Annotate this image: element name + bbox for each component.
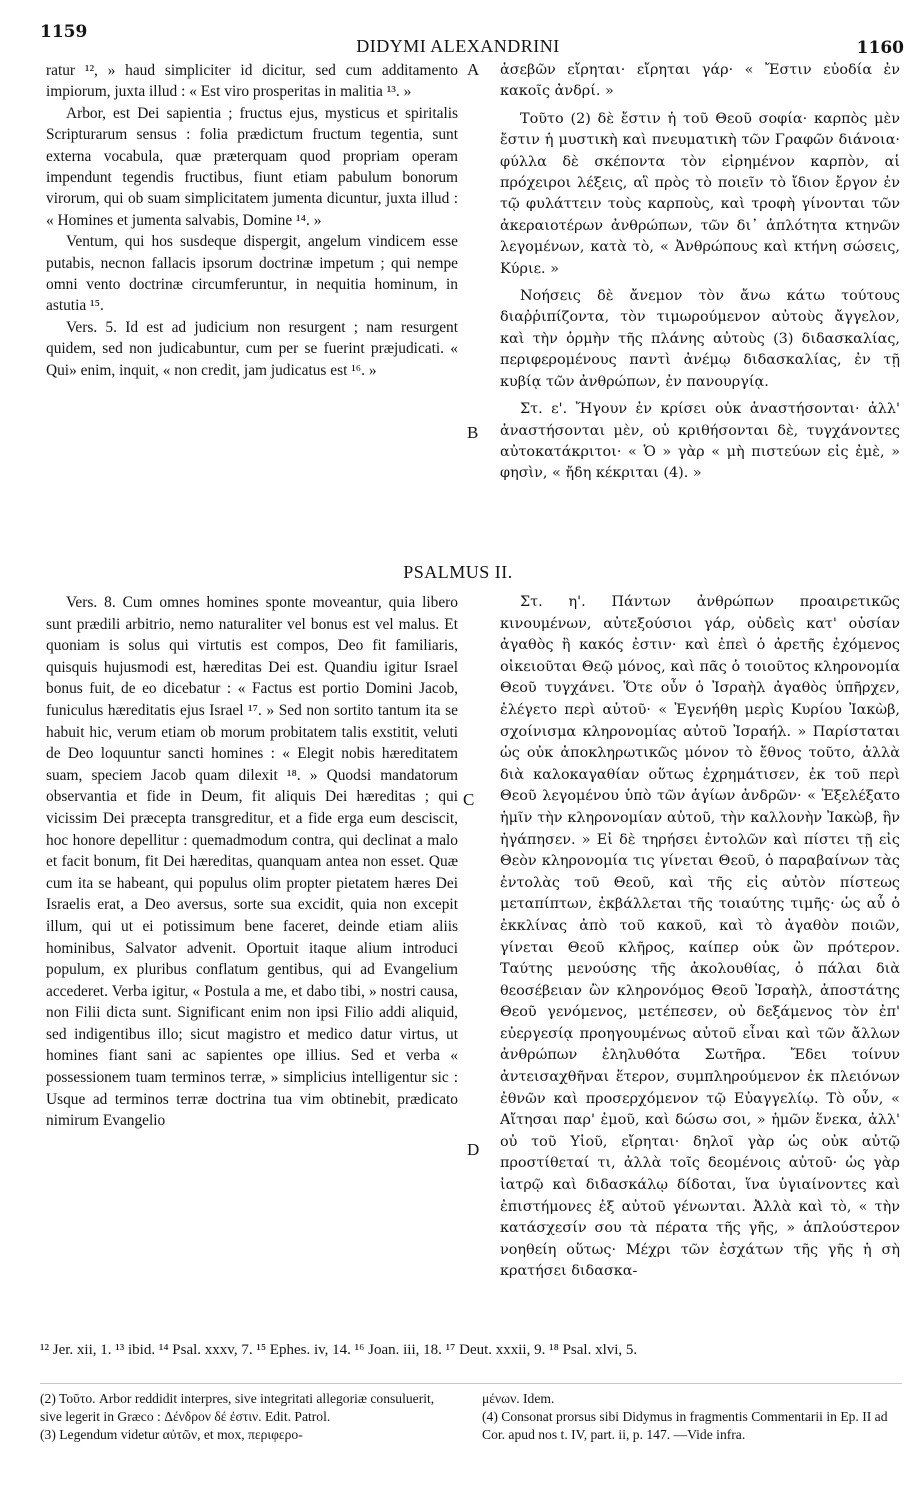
footnote: μένων. Idem.	[482, 1391, 555, 1406]
margin-marker-d: D	[467, 1140, 480, 1159]
latin-paragraph: Vers. 8. Cum omnes homines sponte moveantur, quia libero sunt prædili arbitrio, nemo naturaliter vel bonus est vel malus. Et quoniam is solus qui virtutis est compos, Deo fit familiaris, quisquis hujusmodi est, hæreditas Dei est. Quandiu igitur Israel bonus fuit, de eo dicebatur : « Factus est portio Domini Jacob, funiculus hæreditatis ejus Israel ¹⁷. » Sed non sortito tantum ita se habuit hic, verum etiam ob morum probitatem talis exstitit, veluti de Deo loquuntur sancti homines : « Elegit nobis hæreditatem suam, speciem Jacob quam dilexit ¹⁸. » Quodsi mandatorum observantia et fide in Deum, fit aliquis Dei hæreditas ; qui vicissim Dei præcepta transgreditur, et a fide erga eum desciscit, hoc honore depellitur : quemadmodum contra, qui declinat a malo et facit bonum, fit Dei hæreditas, quanquam antea non esset. Quæ cum ita se habeant, qui populus olim propter pietatem hæres Dei Israelis erat, a Deo aversus, sorte sua excidit, quia non excepit illum, qui ut ei potissimum bene faceret, deinde etiam aliis hominibus, Salvator advenit. Oportuit itaque alium introduci populum, ex pluribus conflatum gentibus, qui ad Evangelium accederet. Verba igitur, « Postula a me, et dabo tibi, » nostri causa, non Filii dicta sunt. Significant enim non ipsi Filio addi aliquid, sed indigentibus illo; sicut magistro et medico datur virtus, ut homines fiant sani ac sapientes ope illius. Sed et verba « possessionem tuam terminos terræ, » simplicius intelligentur sic : Usque ad terminos terræ doctrina tua vim obtinebit, prædicato nimirum Evangelio	[46, 594, 458, 1130]
greek-paragraph: ἀσεβῶν εἴρηται· εἴρηται γάρ· « Ἔστιν εὐοδία ἐν κακοῖς ἀνδρί. »	[500, 62, 900, 100]
footnote: (2) Τοῦτο. Arbor reddidit interpres, sive integritati allegoriæ consuluerit, sive legerit in Græco : Δένδρον δέ ἐστιν. Edit. Patrol.	[40, 1391, 435, 1424]
left-page-number: 1159	[40, 22, 88, 42]
footnote: (4) Consonat prorsus sibi Didymus in fragmentis Commentarii in Ep. II ad Cor. apud nos t. IV, part. ii, p. 147. —Vide infra.	[482, 1409, 888, 1442]
latin-column-top	[46, 60, 458, 381]
footnotes-right	[482, 1390, 902, 1444]
margin-marker-c: C	[463, 790, 475, 809]
greek-column-main	[500, 592, 900, 1283]
margin-marker-a: A	[467, 60, 480, 79]
right-page-number: 1160	[856, 38, 904, 58]
greek-paragraph: Νοήσεις δὲ ἄνεμον τὸν ἄνω κάτω τούτους διαῤῥιπίζοντα, τὸν τιμωρούμενον αὐτοὺς ἄγγελον, καὶ τὴν ὁρμὴν τῆς πλάνης αὐτοὺς (3) διδασκαλίας, περιφερομένους παντὶ ἀνέμῳ διδασκαλίας, ἐν τῇ κυβίᾳ τῶν ἀνθρώπων, ἐν πανουργίᾳ.	[500, 288, 900, 390]
footnotes-left	[40, 1390, 458, 1444]
psalm-heading: PSALMUS II.	[403, 562, 513, 582]
greek-paragraph: Τοῦτο (2) δὲ ἔστιν ἡ τοῦ Θεοῦ σοφία· καρπὸς μὲν ἔστιν ἡ μυστικὴ καὶ πνευματικὴ τῶν Γραφῶν διάνοια· φύλλα δὲ σκέποντα τὸν εἰρημένον καρπὸν, αἱ πρόχειροι λέξεις, αἳ πρὸς τὸ ποιεῖν τὸ ἴδιον ἔργον ἐν τῷ φυλάττειν τοὺς καρποὺς, καὶ τροφὴ γίνονται τῶν ἀκεραιοτέρων ἀνθρώπων, τῶν δι᾿ ἁπλότητα κτηνῶν λεγομένων, κατὰ τὸ, « Ἀνθρώπους καὶ κτήνη σώσεις, Κύριε. »	[500, 110, 900, 277]
footnote-divider	[40, 1383, 902, 1384]
greek-column-top	[500, 60, 900, 485]
latin-paragraph: Arbor, est Dei sapientia ; fructus ejus, mysticus et spiritalis Scripturarum sensus : folia prædictum fructum tegentia, sunt externa vocabula, quæ præterquam quod propriam operam impendunt tegendis fructibus, fiunt etiam pabulum bonorum virorum, qui ob suam simplicitatem jumenta dicuntur, juxta illud : « Homines et jumenta salvabis, Domine ¹⁴. »	[46, 104, 458, 229]
running-title: DIDYMI ALEXANDRINI	[356, 36, 560, 56]
margin-marker-b: B	[467, 423, 479, 442]
greek-paragraph: Στ. ε'. Ἤγουν ἐν κρίσει οὐκ ἀναστήσονται· ἀλλ' ἀναστήσονται μὲν, οὐ κριθήσονται δὲ, τυγχάνοντες αὐτοκατάκριτοι· « Ὁ » γὰρ « μὴ πιστεύων εἰς ἐμὲ, » φησὶν, « ἤδη κέκριται (4). »	[500, 401, 900, 482]
latin-column-main	[46, 592, 458, 1132]
latin-paragraph: ratur ¹², » haud simpliciter id dicitur, sed cum additamento impiorum, juxta illud : « Est viro prosperitas in malitia ¹³. »	[46, 62, 458, 101]
latin-paragraph: Ventum, qui hos susdeque dispergit, angelum vindicem esse putabis, necnon fallacis ipsorum doctrinæ impetum ; qui nempe omni vento doctrinæ circumferuntur, in nequitia hominum, in astutia ¹⁵.	[46, 233, 458, 315]
greek-paragraph: Στ. η'. Πάντων ἀνθρώπων προαιρετικῶς κινουμένων, αὐτεξούσιοι γάρ, οὐδεὶς κατ' οὐσίαν ἀγαθὸς ἢ κακός ἐστιν· καὶ ἐπεὶ ὁ ἀρετῆς ἐχόμενος οἰκειοῦται Θεῷ μόνος, καὶ πᾶς ὁ τοιοῦτος κληρονομία Θεοῦ τυγχάνει. Ὅτε οὖν ὁ Ἰσραὴλ ἀγαθὸς ὑπῆρχεν, ἐλέγετο περὶ αὐτοῦ· « Ἐγενήθη μερὶς Κυρίου Ἰακὼβ, σχοίνισμα κληρονομίας αὐτοῦ Ἰσραήλ. » Παρίσταται ὡς οὐκ ἀποκληρωτικῶς μόνον τὸ ἔθνος τοῦτο, ἀλλὰ διὰ καλοκαγαθίαν οὕτως ἐχρημάτισεν, ἐκ τοῦ περὶ Θεοῦ λεγομένου ὑπὸ τῶν ἁγίων ἀνδρῶν· « Ἐξελέξατο ἡμῖν τὴν κληρονομίαν αὐτοῦ, τὴν καλλονὴν Ἰακὼβ, ἣν ἠγάπησεν. » Εἰ δὲ τηρήσει ἐντολῶν καὶ πίστει τῇ εἰς Θεὸν κληρονομία τις γίνεται Θεοῦ, ὁ παραβαίνων τὰς ἐντολὰς τοῦ Θεοῦ, καὶ τῆς εἰς αὐτὸν πίστεως μεταπίπτων, ἐκβάλλεται τῆς τοιαύτης τιμῆς· ὡς αὖ ὁ ἐκκλίνας ἀπὸ τοῦ κακοῦ, καὶ τὸ ἀγαθὸν ποιῶν, γίνεται Θεοῦ κλῆρος, καίπερ οὐκ ὢν πρότερον. Ταύτης μενούσης τῆς ἀκολουθίας, ὁ πάλαι διὰ θεοσέβειαν ὢν κληρονόμος Θεοῦ Ἰσραὴλ, ἀποστάτης Θεοῦ γενόμενος, μετέπεσεν, οὐ δεξάμενος τὸν ἐπ' εὐεργεσίᾳ προηγουμένως αὐτοῦ εἶναι καὶ τῶν ἄλλων ἀνθρώπων ἐληλυθότα Σωτῆρα. Ἔδει τοίνυν ἀντεισαχθῆναι ἕτερον, συμπληρούμενον ἐκ πλειόνων ἐθνῶν καὶ προσερχόμενον τῷ Εὐαγγελίῳ. Τὸ οὖν, « Αἴτησαι παρ' ἐμοῦ, καὶ δώσω σοι, » ἡμῶν ἕνεκα, ἀλλ' οὐ τοῦ Υἱοῦ, εἴρηται· δηλοῖ γὰρ ὡς οὐκ αὐτῷ προστίθεταί τι, ἀλλὰ τοῖς δεομένοις αὐτοῦ· ὡς γὰρ ἰατρῷ καὶ διδασκάλῳ δίδοται, ἵνα ὑγιαίνοντες καὶ ἐπιστήμονες ἐξ αὐτοῦ γένωνται. Ἀλλὰ καὶ τὸ, « τὴν κατάσχεσίν σου τὰ πέρατα τῆς γῆς, » ἁπλούστερον νοηθείη οὕτως· Μέχρι τῶν ἐσχάτων τῆς γῆς ἡ σὴ κρατήσει διδασκα-	[500, 594, 900, 1280]
footnote: (3) Legendum videtur αὐτῶν, et mox, περιφερο-	[40, 1427, 303, 1442]
latin-paragraph: Vers. 5. Id est ad judicium non resurgent ; nam resurgent quidem, sed non judicabuntur, cum per se fuerint præjudicati. « Qui» enim, inquit, « non credit, jam judicatus est ¹⁶. »	[46, 318, 458, 379]
scripture-references: ¹² Jer. xii, 1. ¹³ ibid. ¹⁴ Psal. xxxv, 7. ¹⁵ Ephes. iv, 14. ¹⁶ Joan. iii, 18. ¹⁷ Deut. xxxii, 9. ¹⁸ Psal. xlvi, 5.	[40, 1342, 638, 1358]
